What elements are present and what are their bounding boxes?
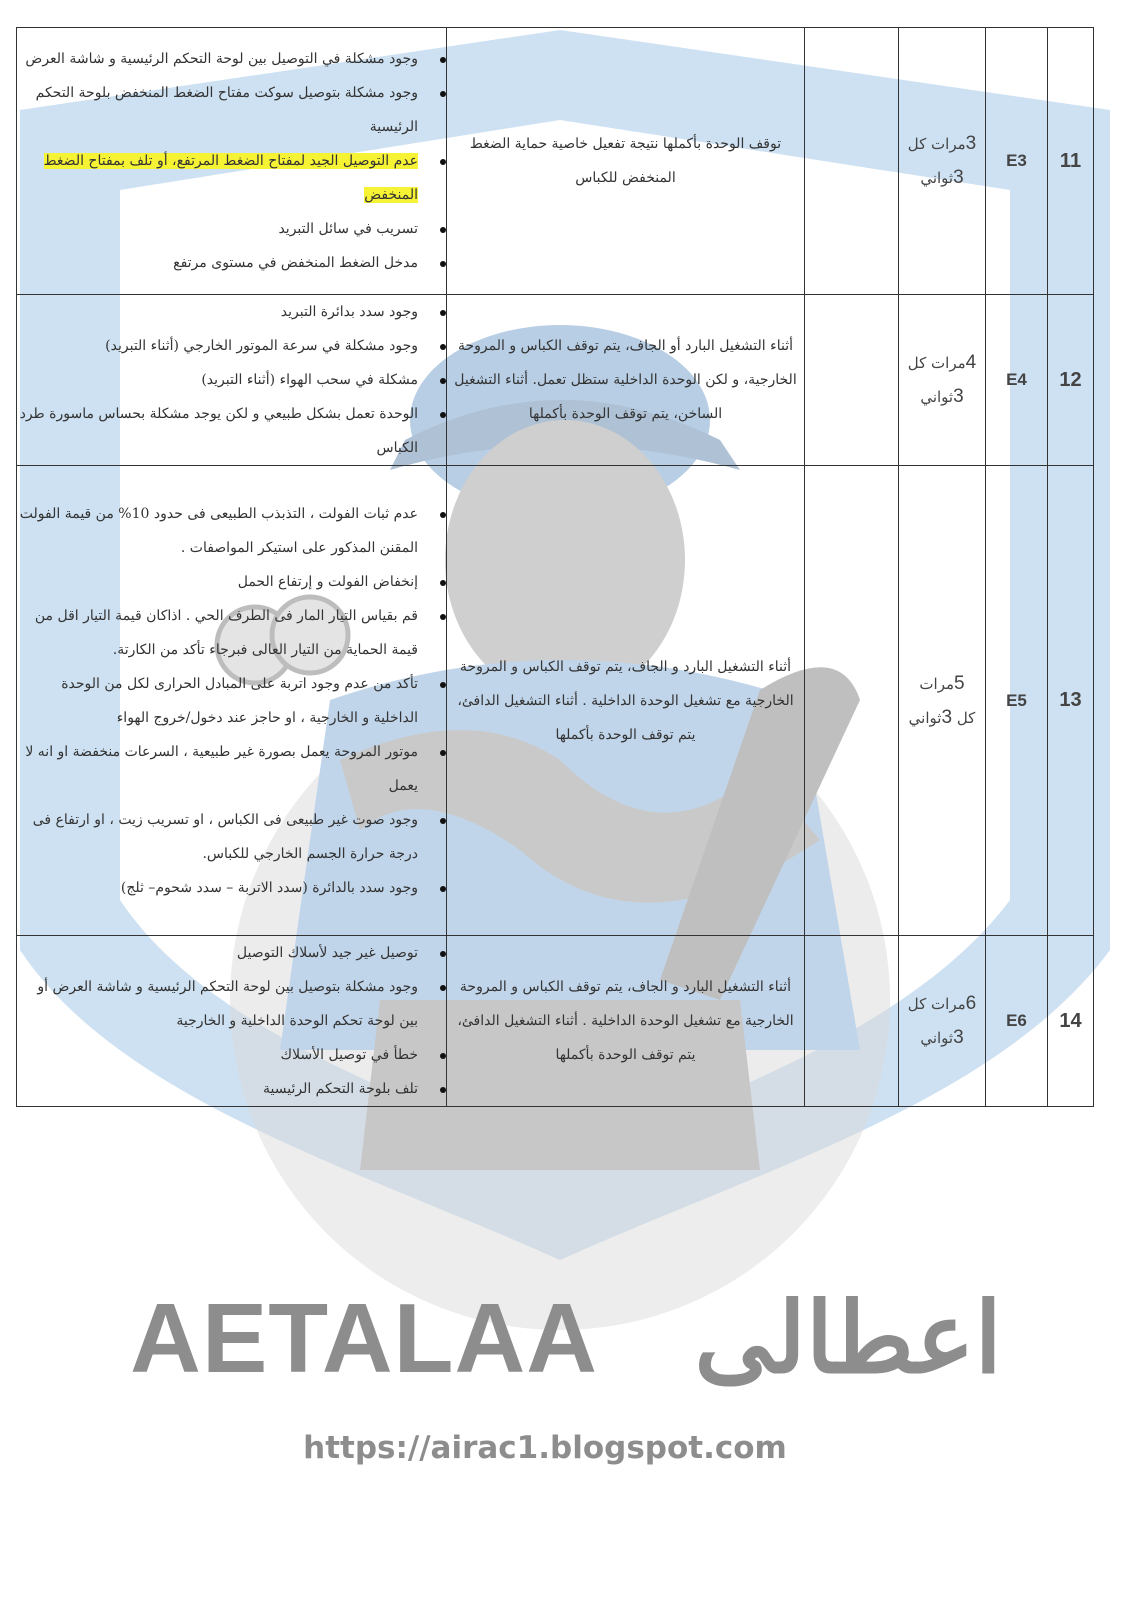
empty-cell	[805, 936, 899, 1107]
error-description: أثناء التشغيل البارد أو الجاف، يتم توقف الكباس و المروحة الخارجية، و لكن الوحدة الداخلية ستظل تعمل. أثناء التشغيل الساخن، يتم توقف الوحدة بأكملها	[447, 295, 805, 466]
empty-cell	[805, 28, 899, 295]
cause-item: وجود سدد بدائرة التبريد	[17, 295, 418, 329]
empty-cell	[805, 466, 899, 936]
cause-item: الوحدة تعمل بشكل طبيعي و لكن يوجد مشكلة بحساس ماسورة طرد الكباس	[17, 397, 418, 465]
cause-item: تأكد من عدم وجود اتربة على المبادل الحرارى لكل من الوحدة الداخلية و الخارجية ، او حاجز عند دخول/خروج الهواء	[17, 667, 418, 735]
blink-frequency: 6مرات كل 3ثواني	[899, 936, 986, 1107]
table-row	[17, 936, 1094, 1107]
table-row	[17, 295, 1094, 466]
cause-item: عدم ثبات الفولت ، التذبذب الطبيعى فى حدود 10% من قيمة الفولت المقنن المذكور على استيكر المواصفات .	[17, 497, 418, 565]
error-description: أثناء التشغيل البارد و الجاف، يتم توقف الكباس و المروحة الخارجية مع تشغيل الوحدة الداخلية . أثناء التشغيل الدافئ، يتم توقف الوحدة بأكملها	[447, 466, 805, 936]
cause-item: وجود مشكلة بتوصيل سوكت مفتاح الضغط المنخفض بلوحة التحكم الرئيسية	[17, 76, 418, 144]
possible-causes	[17, 466, 447, 936]
error-code: E5	[986, 466, 1048, 936]
cause-item: خطأ في توصيل الأسلاك	[17, 1038, 418, 1072]
cause-item: توصيل غير جيد لأسلاك التوصيل	[17, 936, 418, 970]
blink-frequency: 4مرات كل 3ثواني	[899, 295, 986, 466]
cause-item: تلف بلوحة التحكم الرئيسية	[17, 1072, 418, 1106]
cause-item: وجود مشكلة في سرعة الموتور الخارجي (أثناء التبريد)	[17, 329, 418, 363]
row-number: 12	[1048, 295, 1094, 466]
error-code: E4	[986, 295, 1048, 466]
error-codes-table	[16, 27, 1094, 1107]
possible-causes	[17, 936, 447, 1107]
blink-frequency: 3مرات كل 3ثواني	[899, 28, 986, 295]
brand-watermark	[0, 1282, 1132, 1396]
cause-item: موتور المروحة يعمل بصورة غير طبيعية ، السرعات منخفضة او انه لا يعمل	[17, 735, 418, 803]
cause-item: قم بقياس التيار المار فى الطرف الحي . اذاكان قيمة التيار اقل من قيمة الحماية من التيار العالى فبرجاء تأكد من الكارتة.	[17, 599, 418, 667]
table-row	[17, 466, 1094, 936]
brand-arabic: اعطالى	[694, 1283, 1002, 1393]
error-description: توقف الوحدة بأكملها نتيجة تفعيل خاصية حماية الضغط المنخفض للكباس	[447, 28, 805, 295]
cause-item: وجود مشكلة في التوصيل بين لوحة التحكم الرئيسية و شاشة العرض	[17, 42, 418, 76]
empty-cell	[805, 295, 899, 466]
cause-item: مشكلة في سحب الهواء (أثناء التبريد)	[17, 363, 418, 397]
cause-item: وجود سدد بالدائرة (سدد الاتربة – سدد شحوم– ثلج)	[17, 871, 418, 905]
table-row	[17, 28, 1094, 295]
row-number: 14	[1048, 936, 1094, 1107]
cause-item: وجود مشكلة بتوصيل بين لوحة التحكم الرئيسية و شاشة العرض أو بين لوحة تحكم الوحدة الداخلية و الخارجية	[17, 970, 418, 1038]
cause-item: تسريب في سائل التبريد	[17, 212, 418, 246]
row-number: 11	[1048, 28, 1094, 295]
possible-causes	[17, 295, 447, 466]
blog-url: https://airac1.blogspot.com	[303, 1430, 787, 1466]
row-number: 13	[1048, 466, 1094, 936]
possible-causes	[17, 28, 447, 295]
error-code: E6	[986, 936, 1048, 1107]
cause-item: وجود صوت غير طبيعى فى الكباس ، او تسريب زيت ، او ارتفاع فى درجة حرارة الجسم الخارجي للكباس.	[17, 803, 418, 871]
error-description: أثناء التشغيل البارد و الجاف، يتم توقف الكباس و المروحة الخارجية مع تشغيل الوحدة الداخلية . أثناء التشغيل الدافئ، يتم توقف الوحدة بأكملها	[447, 936, 805, 1107]
blink-frequency: 5مرات كل 3ثواني	[899, 466, 986, 936]
cause-item: مدخل الضغط المنخفض في مستوى مرتفع	[17, 246, 418, 280]
cause-item: إنخفاض الفولت و إرتفاع الحمل	[17, 565, 418, 599]
brand-latin: AETALAA	[130, 1283, 599, 1393]
error-code: E3	[986, 28, 1048, 295]
cause-item-highlighted: عدم التوصيل الجيد لمفتاح الضغط المرتفع، أو تلف بمفتاح الضغط المنخفض	[17, 144, 418, 212]
